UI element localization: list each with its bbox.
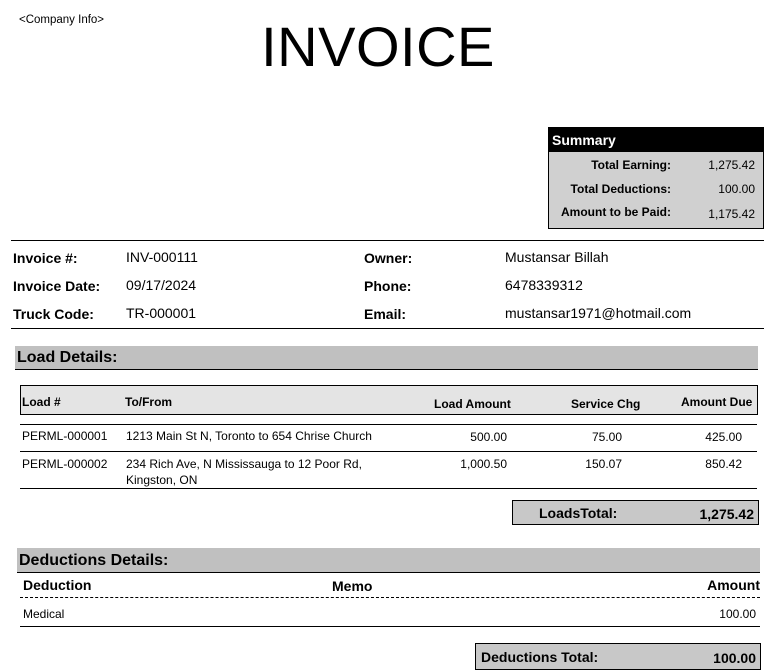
loads-total-value: 1,275.42 <box>699 506 754 522</box>
summary-label: Total Earning: <box>591 158 671 172</box>
deductions-heading: Deductions Details: <box>17 548 760 572</box>
deductions-total-label: Deductions Total: <box>481 649 599 665</box>
summary-value: 100.00 <box>718 182 755 196</box>
email-value: mustansar1971@hotmail.com <box>505 305 692 321</box>
summary-label: Amount to be Paid: <box>561 205 671 219</box>
service-charge: 75.00 <box>591 430 622 444</box>
phone-label: Phone: <box>364 278 412 294</box>
load-route: 234 Rich Ave, N Mississauga to 12 Poor Rd, <box>126 457 362 471</box>
divider <box>20 626 760 627</box>
divider <box>20 451 757 452</box>
deduction-amount: 100.00 <box>719 607 756 621</box>
deduction-name: Medical <box>23 607 65 621</box>
loads-total-box <box>512 500 759 525</box>
load-route-continued: Kingston, ON <box>126 473 198 487</box>
service-charge: 150.07 <box>585 457 622 471</box>
invoice-number-label: Invoice #: <box>13 250 78 266</box>
amount-due: 425.00 <box>705 430 742 444</box>
divider <box>20 488 757 489</box>
dashed-divider <box>20 597 760 598</box>
divider <box>20 424 757 425</box>
load-amount: 500.00 <box>470 430 507 444</box>
summary-value: 1,275.42 <box>708 158 755 172</box>
invoice-date-value: 09/17/2024 <box>126 277 197 293</box>
load-amount: 1,000.50 <box>460 457 507 471</box>
deductions-total-value: 100.00 <box>713 650 756 666</box>
load-details-heading: Load Details: <box>15 346 758 370</box>
col-deduction: Deduction <box>23 577 92 593</box>
divider <box>17 572 760 573</box>
col-service-chg: Service Chg <box>571 397 641 411</box>
invoice-number-value: INV-000111 <box>126 249 198 265</box>
truck-code-label: Truck Code: <box>13 306 94 322</box>
invoice-date-label: Invoice Date: <box>13 278 101 294</box>
col-memo: Memo <box>332 578 373 594</box>
load-number: PERML-000002 <box>22 457 108 471</box>
owner-value: Mustansar Billah <box>505 249 609 265</box>
loads-table-header <box>20 385 758 415</box>
email-label: Email: <box>364 306 407 322</box>
divider <box>15 369 758 370</box>
phone-value: 6478339312 <box>505 277 583 293</box>
load-route: 1213 Main St N, Toronto to 654 Chrise Church <box>126 429 372 443</box>
col-tofrom: To/From <box>125 395 173 409</box>
summary-box <box>548 127 764 229</box>
deductions-total-box <box>475 643 761 670</box>
invoice-title: INVOICE <box>261 15 495 78</box>
company-info: <Company Info> <box>19 14 105 26</box>
col-amount: Amount <box>707 577 760 593</box>
truck-code-value: TR-000001 <box>126 305 197 321</box>
divider <box>11 328 764 329</box>
col-load: Load # <box>22 395 61 409</box>
summary-heading: Summary <box>549 128 763 152</box>
owner-label: Owner: <box>364 250 413 266</box>
col-load-amount: Load Amount <box>434 397 511 411</box>
col-amount-due: Amount Due <box>681 395 753 409</box>
load-number: PERML-000001 <box>22 429 108 443</box>
summary-value: 1,175.42 <box>708 207 755 221</box>
loads-total-label: LoadsTotal: <box>539 505 618 521</box>
amount-due: 850.42 <box>705 457 742 471</box>
divider <box>11 240 764 241</box>
summary-label: Total Deductions: <box>570 182 671 196</box>
